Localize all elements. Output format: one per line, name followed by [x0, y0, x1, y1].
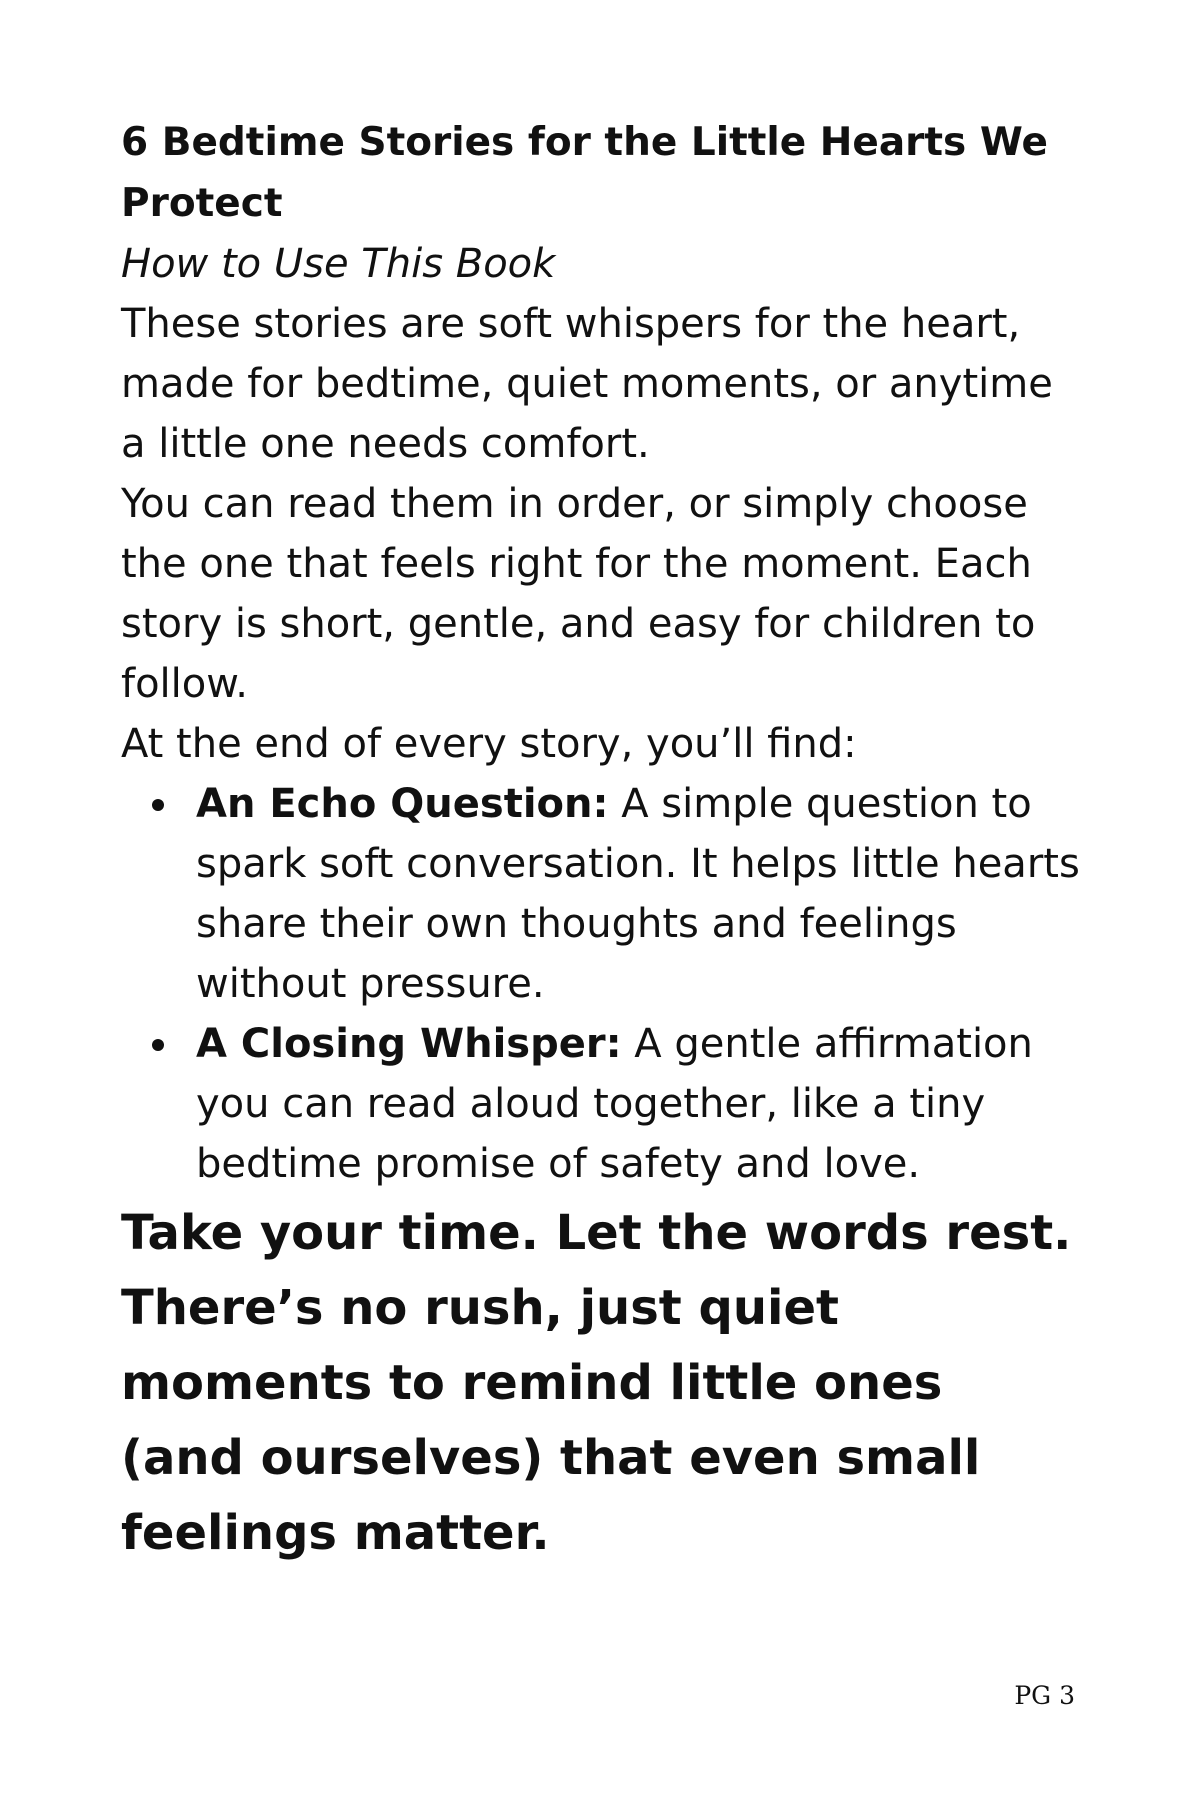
features-list — [121, 774, 1081, 1194]
bullet-text: A gentle affirmation you can read aloud together, like a tiny bedtime promise of safety and love. — [196, 1021, 1033, 1187]
bullet-label: A Closing Whisper: — [196, 1021, 622, 1067]
bullet-dot-icon — [152, 1039, 164, 1051]
document-page — [121, 112, 1081, 1571]
end-of-story-paragraph: At the end of every story, you’ll find: — [121, 721, 857, 767]
list-item-closing-whisper — [121, 1014, 1081, 1194]
closing-statement: Take your time. Let the words rest. There’s no rush, just quiet moments to remind little ones (and ourselves) that even small feelings matter. — [121, 1205, 1072, 1561]
list-item-echo-question — [121, 774, 1081, 1014]
reading-order-paragraph: You can read them in order, or simply choose the one that feels right for the moment. Each story is short, gentle, and easy for children to follow. — [121, 481, 1036, 707]
section-subtitle: How to Use This Book — [121, 241, 556, 287]
page-number: PG 3 — [1014, 1681, 1075, 1710]
bullet-text: A simple question to spark soft conversation. It helps little hearts share their own thoughts and feelings without pressure. — [196, 781, 1080, 1007]
intro-paragraph: These stories are soft whispers for the heart, made for bedtime, quiet moments, or anytime a little one needs comfort. — [121, 301, 1053, 467]
bullet-label: An Echo Question: — [196, 781, 609, 827]
bullet-dot-icon — [152, 799, 164, 811]
document-title: 6 Bedtime Stories for the Little Hearts We Protect — [121, 120, 1048, 226]
